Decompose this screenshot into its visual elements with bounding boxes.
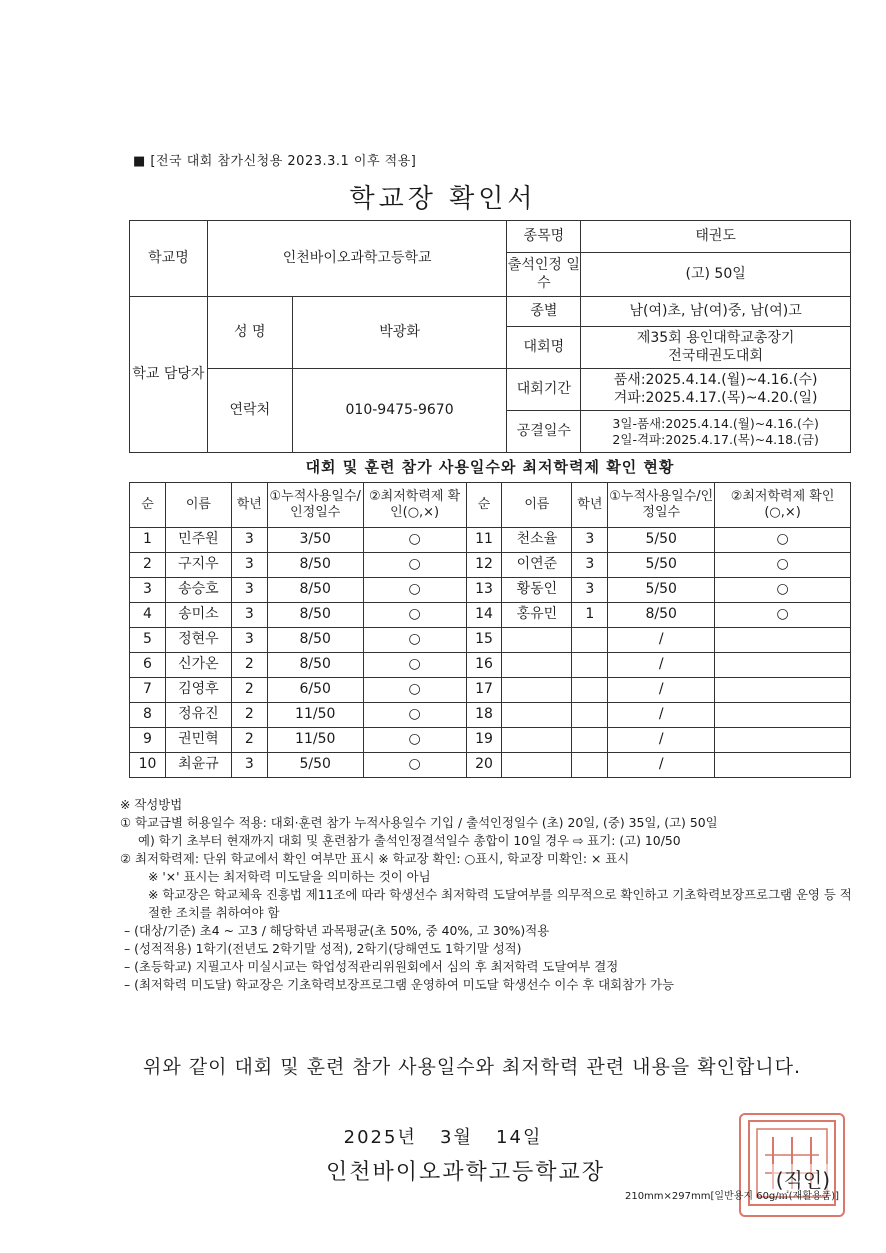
- cell-check: ○: [363, 578, 466, 603]
- period-line-2: 겨파:2025.4.17.(목)~4.20.(일): [613, 389, 818, 406]
- cell-no: 15: [466, 628, 502, 653]
- attendance-label: 출석인정 일수: [507, 253, 581, 297]
- cell-check: [715, 703, 851, 728]
- category-label: 종별: [507, 297, 581, 327]
- cell-check: ○: [363, 603, 466, 628]
- header-name: 이름: [165, 483, 231, 528]
- competition-label: 대회명: [507, 327, 581, 369]
- cell-grade: 3: [572, 578, 608, 603]
- cell-grade: 3: [572, 528, 608, 553]
- status-table: [129, 482, 851, 778]
- cell-no: 7: [130, 678, 166, 703]
- cell-days: /: [608, 703, 715, 728]
- cell-grade: [572, 728, 608, 753]
- cell-no: 11: [466, 528, 502, 553]
- table-row: [130, 653, 851, 678]
- cell-name: 이연준: [502, 553, 572, 578]
- cell-name: [502, 628, 572, 653]
- date-year: 2025년: [343, 1127, 417, 1148]
- competition-line-2: 전국태권도대회: [668, 347, 763, 364]
- table-row: [130, 578, 851, 603]
- cell-check: ○: [363, 553, 466, 578]
- cell-check: ○: [363, 628, 466, 653]
- cell-days: 8/50: [608, 603, 715, 628]
- cell-grade: [572, 653, 608, 678]
- cell-grade: 3: [572, 553, 608, 578]
- cell-days: 6/50: [267, 678, 363, 703]
- school-value: 인천바이오과학고등학교: [207, 221, 507, 297]
- cell-check: ○: [715, 603, 851, 628]
- table-row: [130, 703, 851, 728]
- cell-days: 8/50: [267, 603, 363, 628]
- cell-name: 구지우: [165, 553, 231, 578]
- cell-days: 11/50: [267, 703, 363, 728]
- table-row: [130, 753, 851, 778]
- cell-check: ○: [715, 528, 851, 553]
- school-label: 학교명: [130, 221, 208, 297]
- cell-grade: 3: [231, 553, 267, 578]
- cell-name: 송미소: [165, 603, 231, 628]
- table-row: [130, 628, 851, 653]
- header-no: 순: [130, 483, 166, 528]
- table-header-row: [130, 483, 851, 528]
- cell-name: 홍유민: [502, 603, 572, 628]
- cell-no: 17: [466, 678, 502, 703]
- cell-no: 4: [130, 603, 166, 628]
- cell-check: ○: [363, 678, 466, 703]
- cell-name: 신가온: [165, 653, 231, 678]
- cell-name: 김영후: [165, 678, 231, 703]
- seal-label: (직인): [772, 1164, 834, 1193]
- document-title: 학교장 확인서: [349, 184, 537, 214]
- cell-days: /: [608, 628, 715, 653]
- name-value: 박광화: [292, 297, 507, 369]
- cell-name: 천소율: [502, 528, 572, 553]
- header-note: ■ [전국 대회 참가신청용 2023.3.1 이후 적용]: [133, 154, 417, 169]
- table-row: [130, 603, 851, 628]
- table-row: [130, 728, 851, 753]
- cell-grade: 3: [231, 578, 267, 603]
- contact-label: 연락처: [207, 369, 292, 453]
- competition-value: [581, 327, 851, 369]
- cell-grade: 2: [231, 703, 267, 728]
- cell-name: [502, 653, 572, 678]
- cell-no: 16: [466, 653, 502, 678]
- table-row: [130, 553, 851, 578]
- cell-check: ○: [715, 578, 851, 603]
- cell-days: /: [608, 728, 715, 753]
- contact-value: 010-9475-9670: [292, 369, 507, 453]
- cell-days: /: [608, 753, 715, 778]
- cell-days: 8/50: [267, 578, 363, 603]
- notes: [120, 796, 855, 994]
- header-name: 이름: [502, 483, 572, 528]
- cell-grade: [572, 703, 608, 728]
- cell-grade: 1: [572, 603, 608, 628]
- section-title: 대회 및 훈련 참가 사용일수와 최저학력제 확인 현황: [305, 458, 675, 476]
- period-line-1: 품새:2025.4.14.(월)~4.16.(수): [613, 372, 818, 388]
- cell-name: [502, 728, 572, 753]
- cell-no: 18: [466, 703, 502, 728]
- cell-check: ○: [363, 728, 466, 753]
- cell-days: 5/50: [608, 553, 715, 578]
- cell-no: 3: [130, 578, 166, 603]
- date-day: 14일: [496, 1127, 543, 1148]
- header-grade: 학년: [231, 483, 267, 528]
- cell-no: 1: [130, 528, 166, 553]
- cell-no: 2: [130, 553, 166, 578]
- cell-days: 8/50: [267, 653, 363, 678]
- cell-no: 13: [466, 578, 502, 603]
- cell-days: 3/50: [267, 528, 363, 553]
- confirm-text: 위와 같이 대회 및 훈련 참가 사용일수와 최저학력 관련 내용을 확인합니다.: [143, 1056, 802, 1078]
- cell-name: 권민혁: [165, 728, 231, 753]
- cell-name: 정유진: [165, 703, 231, 728]
- official-days-line-1: 3일-품새:2025.4.14.(월)~4.16.(수): [612, 415, 819, 431]
- cell-days: 5/50: [608, 528, 715, 553]
- cell-name: [502, 678, 572, 703]
- cell-grade: 3: [231, 753, 267, 778]
- cell-name: [502, 703, 572, 728]
- cell-grade: [572, 678, 608, 703]
- note-item: ② 최저학력제: 단위 학교에서 확인 여부만 표시 ※ 학교장 확인: ○표시, 학교장 미확인: × 표시: [120, 850, 630, 866]
- paper-spec-footer: 210mm×297mm[일반용지 60g/㎡(재활용품)]: [624, 1191, 839, 1202]
- header-check: ②최저학력제 확인(○,×): [363, 483, 466, 528]
- cell-no: 9: [130, 728, 166, 753]
- header-days: ①누적사용일수/인정일수: [608, 483, 715, 528]
- info-table: [129, 220, 851, 453]
- cell-check: ○: [363, 753, 466, 778]
- attendance-value: (고) 50일: [581, 253, 851, 297]
- cell-no: 10: [130, 753, 166, 778]
- event-label: 종목명: [507, 221, 581, 253]
- cell-name: [502, 753, 572, 778]
- cell-no: 12: [466, 553, 502, 578]
- cell-grade: 2: [231, 678, 267, 703]
- cell-no: 14: [466, 603, 502, 628]
- cell-check: [715, 653, 851, 678]
- manager-label: 학교 담당자: [130, 297, 208, 453]
- note-item: ※ '×' 표시는 최저학력 미도달을 의미하는 것이 아님: [148, 868, 431, 884]
- official-days-label: 공결일수: [507, 411, 581, 453]
- note-item: – (대상/기준) 초4 ~ 고3 / 해당학년 과목평균(초 50%, 중 40%, 고 30%)적용: [124, 922, 550, 938]
- cell-check: ○: [363, 528, 466, 553]
- cell-check: [715, 678, 851, 703]
- cell-grade: [572, 628, 608, 653]
- cell-days: /: [608, 653, 715, 678]
- header-no: 순: [466, 483, 502, 528]
- cell-name: 민주원: [165, 528, 231, 553]
- cell-no: 19: [466, 728, 502, 753]
- cell-days: /: [608, 678, 715, 703]
- cell-days: 5/50: [608, 578, 715, 603]
- header-days: ①누적사용일수/인정일수: [267, 483, 363, 528]
- cell-name: 최윤규: [165, 753, 231, 778]
- cell-grade: 3: [231, 603, 267, 628]
- cell-days: 8/50: [267, 628, 363, 653]
- header-check: ②최저학력제 확인(○,×): [715, 483, 851, 528]
- cell-days: 5/50: [267, 753, 363, 778]
- name-label: 성 명: [207, 297, 292, 369]
- period-label: 대회기간: [507, 369, 581, 411]
- event-value: 태권도: [581, 221, 851, 253]
- table-row: [130, 528, 851, 553]
- cell-grade: 2: [231, 653, 267, 678]
- note-item: 예) 학기 초부터 현재까지 대회 및 훈련참가 출석인정결석일수 총합이 10일 경우 ⇨ 표기: (고) 10/50: [138, 832, 681, 848]
- notes-heading: ※ 작성방법: [120, 797, 183, 812]
- cell-check: [715, 753, 851, 778]
- note-item: – (최저학력 미도달) 학교장은 기초학력보장프로그램 운영하여 미도달 학생선수 이수 후 대회참가 가능: [124, 976, 674, 992]
- official-days-value: [581, 411, 851, 453]
- cell-grade: 2: [231, 728, 267, 753]
- cell-name: 황동인: [502, 578, 572, 603]
- header-grade: 학년: [572, 483, 608, 528]
- cell-grade: [572, 753, 608, 778]
- note-item: ※ 학교장은 학교체육 진흥법 제11조에 따라 학생선수 최저학력 도달여부를 의무적으로 확인하고 기초학력보장프로그램 운영 등 적절한 조치를 취하여야 함: [148, 886, 852, 920]
- official-days-line-2: 2일-격파:2025.4.17.(목)~4.18.(금): [612, 431, 819, 447]
- cell-no: 8: [130, 703, 166, 728]
- category-value: 남(여)초, 남(여)중, 남(여)고: [581, 297, 851, 327]
- cell-grade: 3: [231, 628, 267, 653]
- cell-check: [715, 628, 851, 653]
- note-item: – (초등학교) 지필고사 미실시교는 학업성적관리위원회에서 심의 후 최저학력 도달여부 결정: [124, 958, 619, 974]
- competition-line-1: 제35회 용인대학교총장기: [636, 330, 795, 346]
- cell-days: 11/50: [267, 728, 363, 753]
- cell-check: [715, 728, 851, 753]
- period-value: [581, 369, 851, 411]
- date-month: 3월: [440, 1127, 473, 1148]
- cell-days: 8/50: [267, 553, 363, 578]
- cell-name: 송승호: [165, 578, 231, 603]
- table-row: [130, 678, 851, 703]
- cell-no: 5: [130, 628, 166, 653]
- cell-check: ○: [363, 703, 466, 728]
- note-item: ① 학교급별 허용일수 적용: 대회·훈련 참가 누적사용일수 기입 / 출석인정일수 (초) 20일, (중) 35일, (고) 50일: [120, 814, 718, 830]
- cell-check: ○: [715, 553, 851, 578]
- cell-no: 6: [130, 653, 166, 678]
- principal-signature-line: 인천바이오과학고등학교장: [326, 1160, 606, 1185]
- cell-check: ○: [363, 653, 466, 678]
- cell-grade: 3: [231, 528, 267, 553]
- cell-name: 정현우: [165, 628, 231, 653]
- cell-no: 20: [466, 753, 502, 778]
- note-item: – (성적적용) 1학기(전년도 2학기말 성적), 2학기(당해연도 1학기말 성적): [124, 940, 522, 956]
